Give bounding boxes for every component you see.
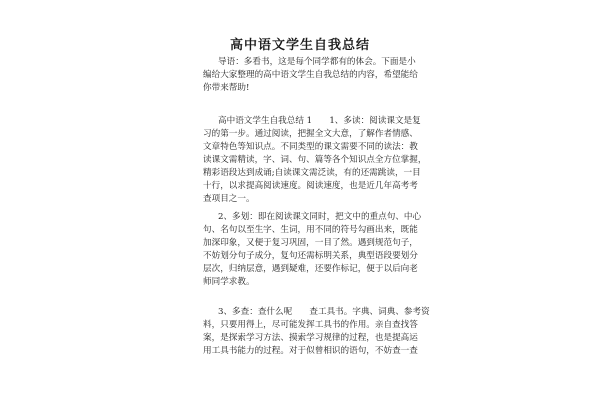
body-line: 不妨划分句子成分，复句还需标明关系，典型语段要划分 <box>203 251 418 261</box>
body-line: 查项目之一。 <box>203 194 255 204</box>
intro-line: 你带来帮助! <box>203 83 250 93</box>
body-line: 文章特色等知识点。不同类型的课文需要不同的读法：教 <box>203 142 418 152</box>
body-line: 十行，以求提高阅读速度。阅读速度，也是近几年高考考 <box>203 181 418 191</box>
body-line: 精彩语段达到成诵;自读课文需泛读，有的还需跳读，一目 <box>203 168 421 178</box>
body-line: 3、多查：查什么呢 查工具书。字典、词典、参考资 <box>218 307 430 317</box>
document-title: 高中语文学生自我总结 <box>229 38 370 53</box>
body-line: 用工具书能力的过程。对于似曾相识的语句，不妨查一查 <box>203 346 418 356</box>
body-line: 师同学求教。 <box>203 277 255 287</box>
body-line: 高中语文学生自我总结 1 1、多读：阅读课文是复 <box>218 116 421 126</box>
body-line: 层次，归纳层意，遇到疑难，还要作标记，便于以后向老 <box>203 264 418 274</box>
body-line: 读课文需精读，字、词、句、篇等各个知识点全方位掌握， <box>203 155 427 165</box>
body-line: 料，只要用得上，尽可能发挥工具书的作用。亲自查找答 <box>203 320 418 330</box>
body-line: 加深印象，又便于复习巩固，一目了然。遇到规范句子， <box>203 238 418 248</box>
body-line: 2、多划：即在阅读课文同时，把文中的重点句、中心 <box>218 212 422 222</box>
intro-line: 编给大家整理的高中语文学生自我总结的内容，希望能给 <box>203 70 418 80</box>
body-line: 句、名句以至生字、生词，用不同的符号勾画出来，既能 <box>203 225 418 235</box>
body-line: 习的第一步。通过阅读，把握全文大意，了解作者情感、 <box>203 129 418 139</box>
intro-line: 导语：多看书，这是每个同学都有的体会。下面是小 <box>218 57 416 67</box>
body-line: 案，是探索学习方法、摸索学习规律的过程，也是提高运 <box>203 333 418 343</box>
